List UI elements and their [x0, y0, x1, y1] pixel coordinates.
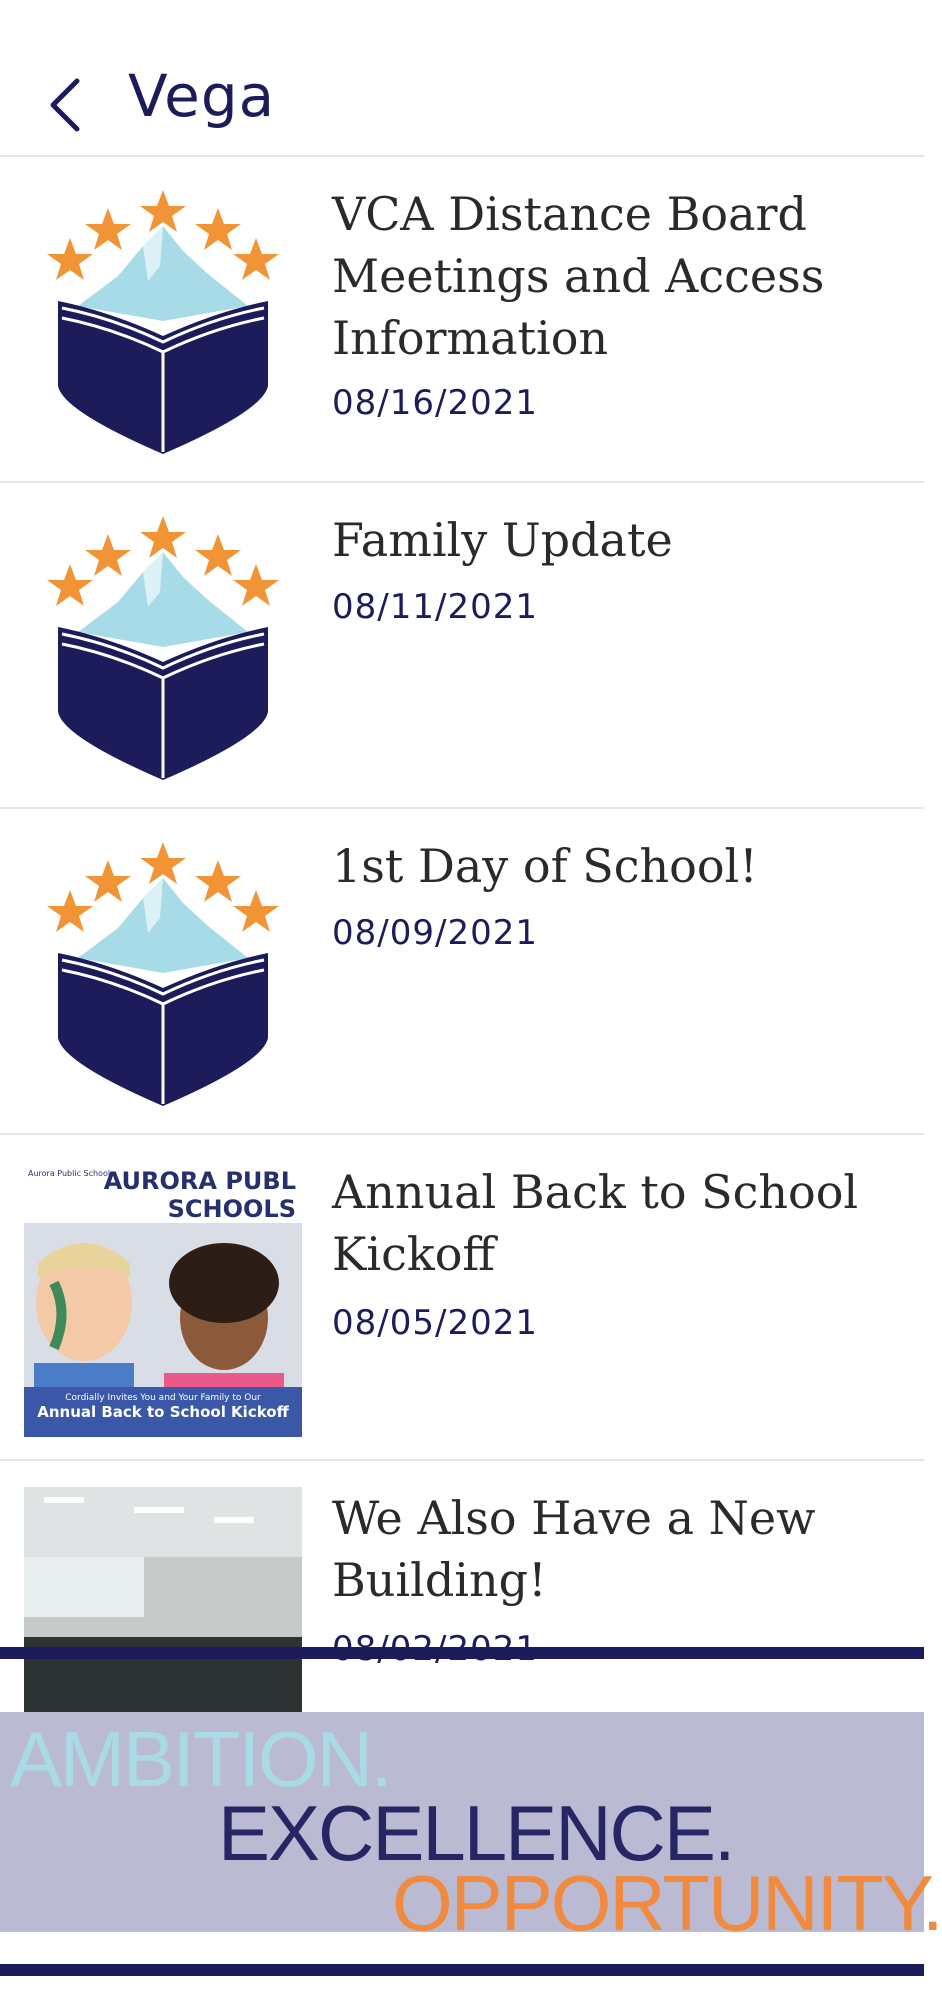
- school-logo-icon: [48, 186, 278, 456]
- aurora-flyer-thumbnail: [24, 1161, 302, 1437]
- flyer-heading: [24, 1161, 302, 1223]
- item-title: 1st Day of School!: [332, 839, 758, 893]
- school-logo-icon: [48, 838, 278, 1108]
- item-title: VCA Distance Board Meetings and Access Information: [332, 187, 825, 365]
- list-item[interactable]: [0, 483, 924, 809]
- back-button[interactable]: [40, 70, 90, 140]
- footer-divider: [0, 1647, 924, 1659]
- flyer-logo: Aurora Public Schools: [28, 1169, 115, 1178]
- flyer-heading-line: AURORA PUBL: [103, 1167, 296, 1195]
- app-header: [0, 0, 924, 157]
- flyer-heading-line: SCHOOLS: [167, 1195, 296, 1223]
- motto-banner: [0, 1712, 942, 1947]
- list-item[interactable]: [0, 809, 924, 1135]
- children-photo: [24, 1223, 302, 1391]
- chevron-left-icon: [45, 75, 85, 135]
- item-title: Family Update: [332, 513, 673, 567]
- motto-line-excellence: EXCELLENCE.: [218, 1789, 734, 1877]
- item-date: 08/09/2021: [332, 913, 538, 953]
- page-title: Vega: [128, 62, 276, 130]
- flyer-invite-text: Cordially Invites You and Your Family to Our: [65, 1393, 261, 1403]
- item-title: We Also Have a New Building!: [332, 1491, 816, 1607]
- school-logo-thumbnail: [24, 183, 302, 459]
- list-item[interactable]: [0, 1135, 924, 1461]
- flyer-banner: [24, 1387, 302, 1437]
- school-logo-thumbnail: [24, 835, 302, 1111]
- flyer-event-text: Annual Back to School Kickoff: [37, 1403, 289, 1421]
- school-logo-thumbnail: [24, 509, 302, 785]
- school-logo-icon: [48, 512, 278, 782]
- motto-line-ambition: AMBITION.: [10, 1715, 391, 1803]
- item-date: 08/11/2021: [332, 587, 538, 627]
- item-date: 08/05/2021: [332, 1303, 538, 1343]
- item-title: Annual Back to School Kickoff: [332, 1165, 859, 1281]
- item-date: 08/16/2021: [332, 383, 538, 423]
- motto-line-opportunity: OPPORTUNITY.: [392, 1859, 942, 1947]
- news-list[interactable]: [0, 157, 924, 1647]
- bottom-divider: [0, 1964, 924, 1976]
- list-item[interactable]: [0, 157, 924, 483]
